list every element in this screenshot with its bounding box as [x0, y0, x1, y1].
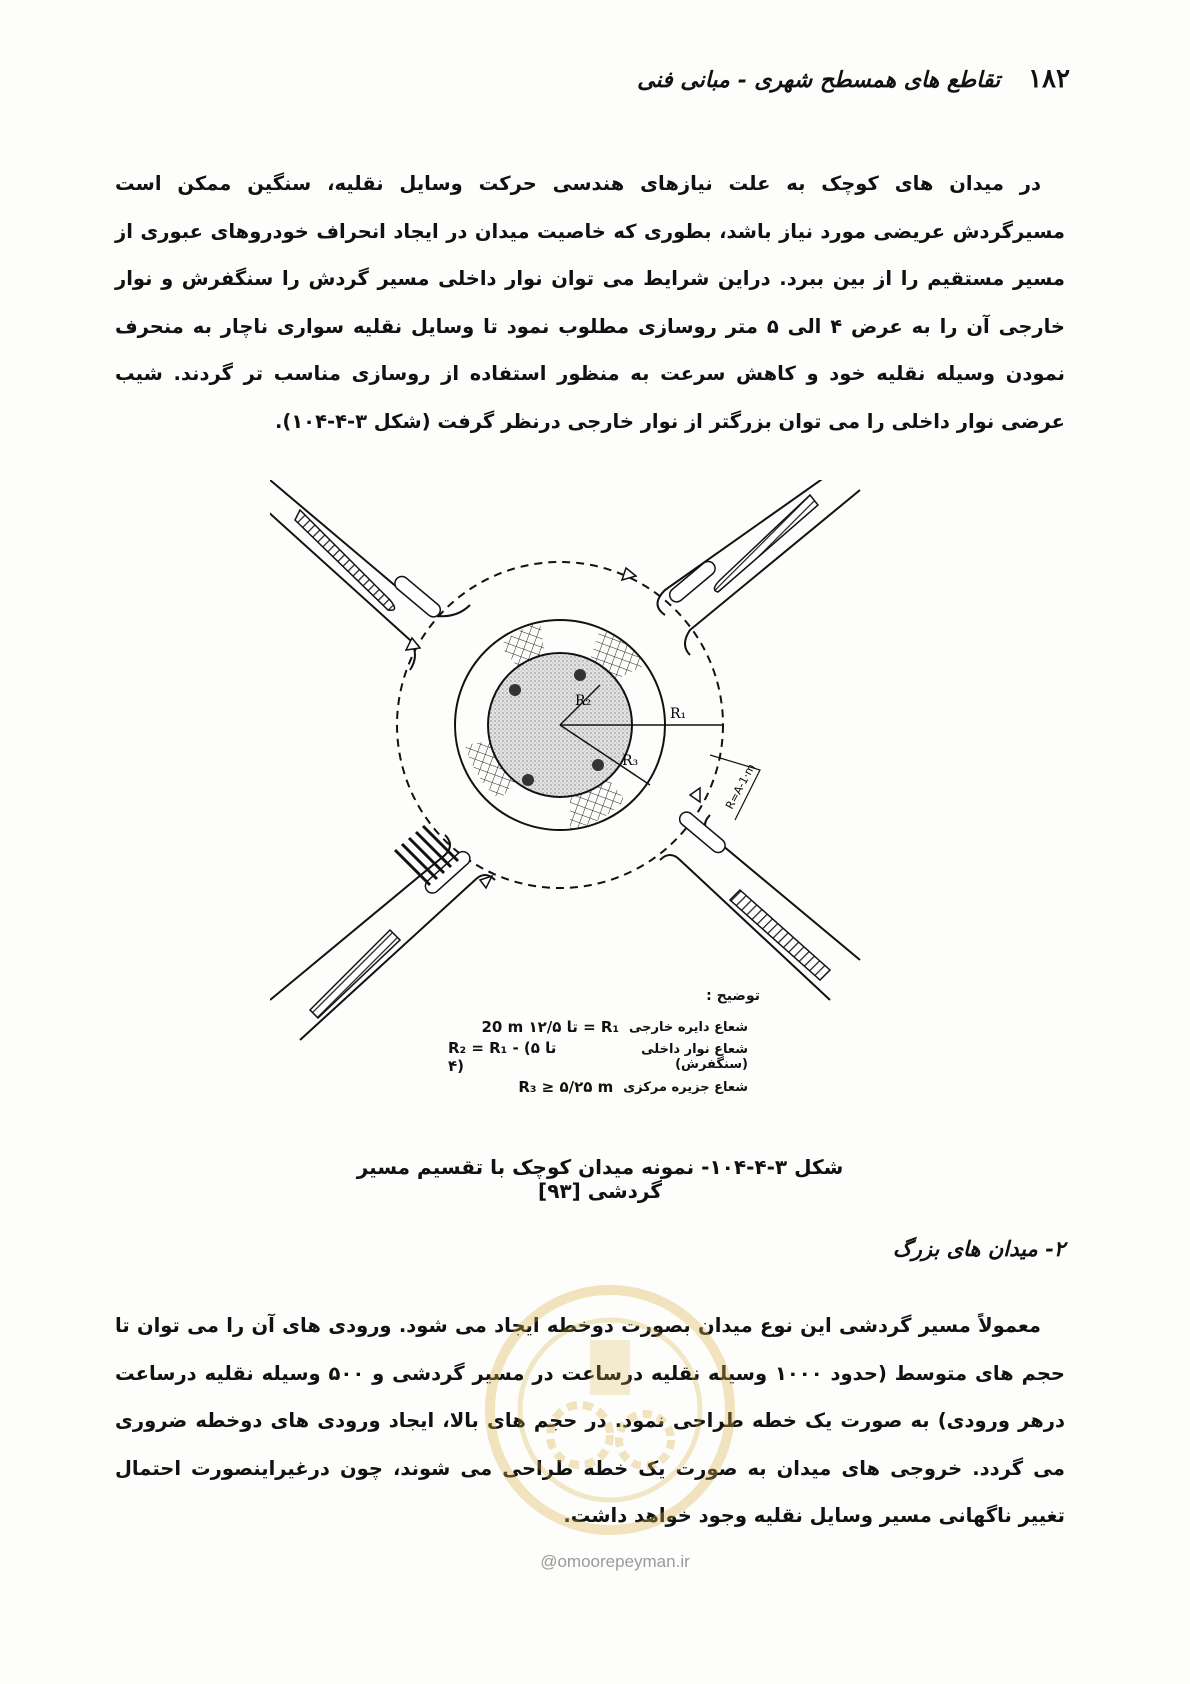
- page-number: ۱۸۲: [1028, 64, 1070, 94]
- legend-desc-1: شعاع دایره خارجی: [629, 1019, 748, 1035]
- legend-row-3: [448, 1072, 748, 1102]
- label-r3: R₃: [622, 753, 639, 769]
- legend-title: توضیح :: [706, 988, 760, 1004]
- watermark-site: @omoorepeyman.ir: [540, 1552, 690, 1571]
- paragraph-2-text: معمولاً مسیر گردشی این نوع میدان بصورت دوخطه ایجاد می شود. ورودی های آن را می توان تا حجم های متوسط (حدود ۱۰۰۰ وسیله نقلیه درساعت در مسیر گردشی و ۵۰۰ وسیله نقلیه درساعت درهر ورودی) به صورت یک خطه طراحی نمود. در حجم های بالا، ایجاد ورودی های دوخطه ضروری می گردد. خروجی های میدان به صورت یک خطه طراحی می شوند، چون درغیراینصورت احتمال تغییر ناگهانی مسیر وسایل نقلیه وجود خواهد داشت.: [115, 1314, 1065, 1527]
- legend-desc-2: شعاع نوار داخلی (سنگفرش): [641, 1042, 748, 1072]
- legend-formula-2: R₂ = R₁ - (۵ تا ۴): [448, 1039, 557, 1075]
- watermark-seal-icon: [470, 1270, 750, 1550]
- running-title: تقاطع های همسطح شهری - مبانی فنی: [637, 67, 1001, 93]
- roundabout-diagram: [270, 480, 920, 1050]
- roundabout-figure: [270, 480, 920, 1050]
- paragraph-1: [115, 160, 1065, 445]
- figure-caption: شکل ۳-۴-۱۰۴- نمونه میدان کوچک با تقسیم مسیر گردشی [۹۳]: [356, 1155, 844, 1203]
- legend-row-2: [448, 1039, 748, 1075]
- legend-formula-3: R₃ ≥ ۵/۲۵ m: [518, 1078, 614, 1096]
- label-r2: R₂: [575, 693, 592, 709]
- legend-row-1: [448, 1012, 748, 1042]
- radius-note: R=A-1·m: [723, 761, 758, 812]
- page-header: [600, 64, 1070, 94]
- legend-desc-3: شعاع جزیره مرکزی: [623, 1079, 748, 1095]
- legend-formula-1: 20 m تا ۱۲/۵ = R₁: [481, 1018, 620, 1036]
- figure-legend: [448, 1012, 748, 1102]
- paragraph-1-text: در میدان های کوچک به علت نیازهای هندسی حرکت وسایل نقلیه، سنگین ممکن است مسیرگردش عریضی مورد نیاز باشد، بطوری که خاصیت میدان در ایجاد انحراف خودروهای عبوری از مسیر مستقیم را از بین ببرد. دراین شرایط می توان نوار داخلی مسیر گردش را سنگفرش و نوار خارجی آن را به عرض ۴ الی ۵ متر روسازی مطلوب نمود تا وسایل نقلیه سواری ناچار به منحرف نمودن وسیله نقلیه خود و کاهش سرعت به منظور استفاده از روسازی مناسب تر گردند. شیب عرضی نوار داخلی را می توان بزرگتر از نوار خارجی درنظر گرفت (شکل ۳-۴-۱۰۴).: [115, 172, 1065, 433]
- label-r1: R₁: [670, 706, 687, 722]
- section-heading: ۲- میدان های بزرگ: [892, 1236, 1065, 1261]
